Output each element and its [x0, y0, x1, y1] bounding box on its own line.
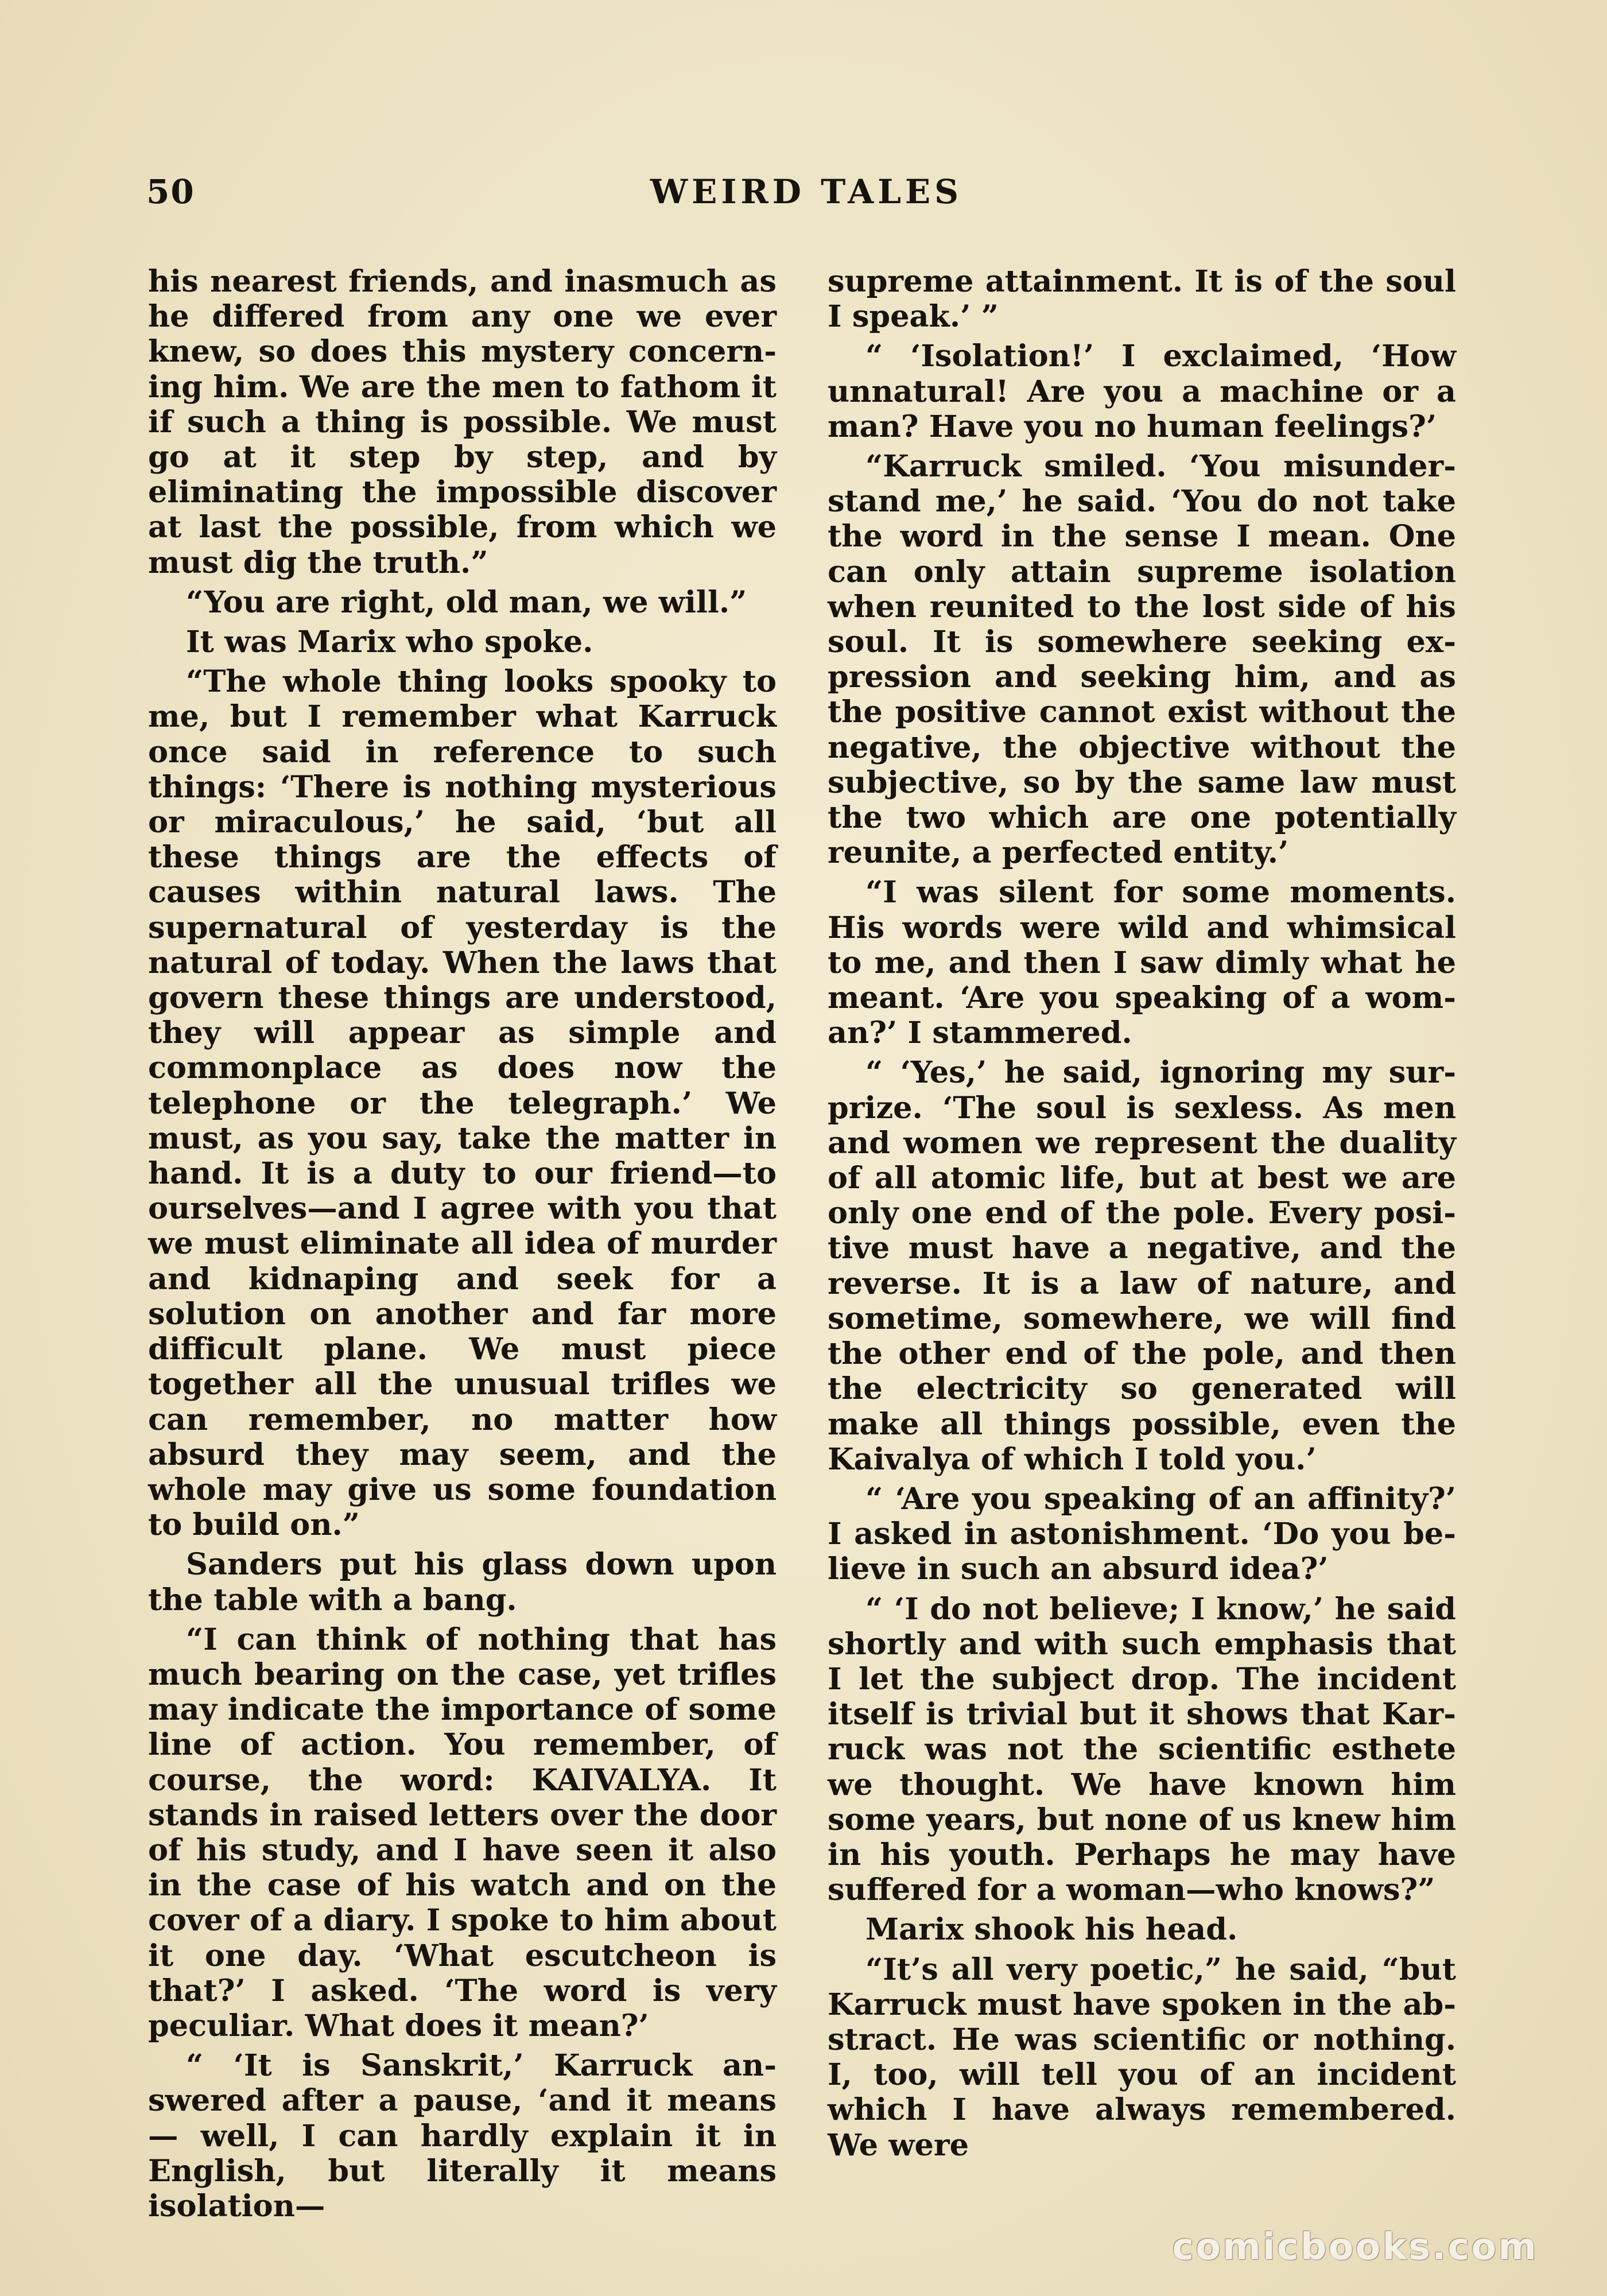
- page-header: [146, 172, 1466, 235]
- watermark: comicbooks.com: [1172, 2226, 1538, 2268]
- page-number: 50: [146, 172, 195, 211]
- paragraph: his nearest friends, and inasmuch as he differed from any one we ever knew, so does this mystery concerning him. We are the men to fathom it if such a thing is possible. We must go at it step by step, and by eliminating the impossible discover at last the possible, from which we must dig the truth.”: [148, 264, 777, 580]
- right-column: [828, 264, 1456, 2167]
- paragraph: “ ‘Yes,’ he said, ignoring my surprize. ‘The soul is sexless. As men and women we represent the duality of all atomic life, but at best we are only one end of the pole. Every positive must have a negative, and the reverse. It is a law of nature, and sometime, somewhere, we will find the other end of the pole, and then the electricity so generated will make all things possible, even the Kaivalya of which I told you.’: [828, 1055, 1456, 1477]
- paragraph: “ ‘Are you speaking of an affinity?’ I asked in astonishment. ‘Do you believe in such an absurd idea?’: [828, 1481, 1456, 1587]
- paragraph: It was Marix who spoke.: [186, 625, 593, 660]
- paragraph: “ ‘I do not believe; I know,’ he said shortly and with such emphasis that I let the subject drop. The incident itself is trivial but it shows that Karruck was not the scientific esthete we thought. We have known him some years, but none of us knew him in his youth. Perhaps he may have suffered for a woman—who knows?”: [828, 1591, 1456, 1908]
- paragraph: “ ‘It is Sanskrit,’ Karruck answered after a pause, ‘and it means— well, I can hardly explain it in English, but literally it means isolation—: [148, 2048, 777, 2224]
- paragraph: “I was silent for some moments. His words were wild and whimsical to me, and then I saw dimly what he meant. ‘Are you speaking of a woman?’ I stammered.: [828, 875, 1456, 1051]
- paragraph: “Karruck smiled. ‘You misunderstand me,’ he said. ‘You do not take the word in the sense I mean. One can only attain supreme isolation when reunited to the lost side of his soul. It is somewhere seeking expression and seeking him, and as the positive cannot exist without the negative, the objective without the subjective, so by the same law must the two which are one potentially reunite, a perfected entity.’: [828, 449, 1456, 871]
- paragraph: supreme attainment. It is of the soul I speak.’ ”: [828, 264, 1456, 335]
- paragraph: “You are right, old man, we will.”: [186, 584, 747, 620]
- paragraph: Sanders put his glass down upon the table with a bang.: [148, 1547, 777, 1618]
- left-column: [148, 264, 777, 2228]
- paragraph: “ ‘Isolation!’ I exclaimed, ‘How unnatural! Are you a machine or a man? Have you no human feelings?’: [828, 339, 1456, 444]
- paragraph: Marix shook his head.: [865, 1912, 1238, 1948]
- paragraph: “I can think of nothing that has much bearing on the case, yet trifles may indicate the importance of some line of action. You remember, of course, the word: KAIVALYA. It stands in raised letters over the door of his study, and I have seen it also in the case of his watch and on the cover of a diary. I spoke to him about it one day. ‘What escutcheon is that?’ I asked. ‘The word is very peculiar. What does it mean?’: [148, 1622, 777, 2043]
- paragraph: “It’s all very poetic,” he said, “but Karruck must have spoken in the abstract. He was scientific or nothing. I, too, will tell you of an incident which I have always remembered. We were: [828, 1952, 1456, 2163]
- running-head: WEIRD TALES: [650, 172, 963, 211]
- paragraph: “The whole thing looks spooky to me, but I remember what Karruck once said in reference to such things: ‘There is nothing mysterious or miraculous,’ he said, ‘but all these things are the effects of causes within natural laws. The supernatural of yesterday is the natural of today. When the laws that govern these things are understood, they will appear as simple and commonplace as does now the telephone or the telegraph.’ We must, as you say, take the matter in hand. It is a duty to our friend—to ourselves—and I agree with you that we must eliminate all idea of murder and kidnaping and seek for a solution on another and far more difficult plane. We must piece together all the unusual trifles we can remember, no matter how absurd they may seem, and the whole may give us some foundation to build on.”: [148, 664, 777, 1543]
